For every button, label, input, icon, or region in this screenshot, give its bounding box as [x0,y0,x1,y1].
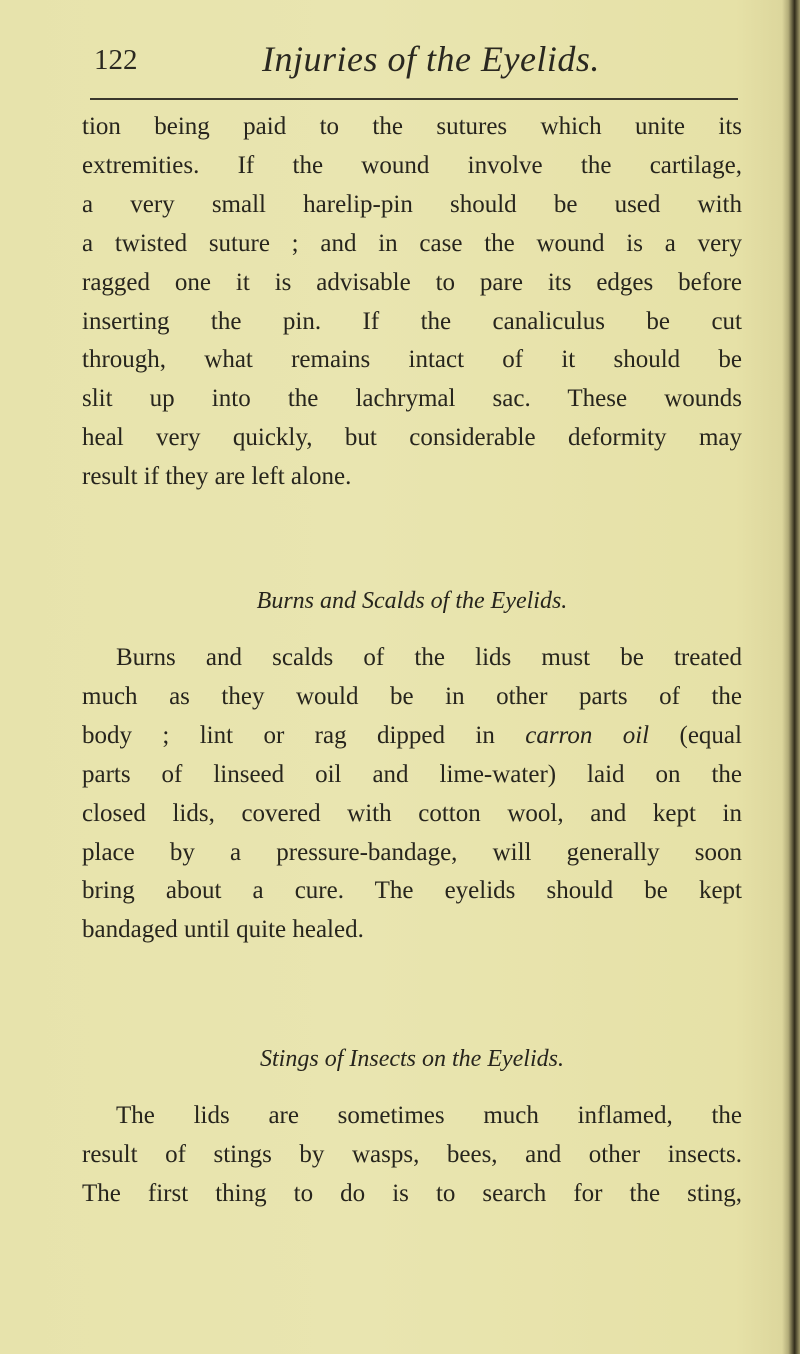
header-rule [90,98,738,100]
page-header [82,36,742,86]
text-line: a very small harelip-pin should be used with [82,190,742,218]
text-line-part: body ; lint or rag dipped in [82,721,526,749]
text-line: tion being paid to the sutures which unite its [82,113,742,140]
text-line: a twisted suture ; and in case the wound is a very [82,229,742,257]
text-line: result if they are left alone. [82,463,352,491]
text-line: ragged one it is advisable to pare its edges before [82,268,742,296]
text-line: slit up into the lachrymal sac. These wounds [82,385,742,413]
text-line: The first thing to do is to search for the sting, [82,1179,742,1207]
text-line: The lids are sometimes much inflamed, the [116,1102,742,1129]
paragraph-burns [82,639,742,950]
text-line: closed lids, covered with cotton wool, and kept in [82,799,742,827]
running-title: Injuries of the Eyelids. [262,39,600,79]
text-line: through, what remains intact of it should be [82,346,742,374]
text-line: extremities. If the wound involve the cartilage, [82,151,742,179]
text-line: much as they would be in other parts of the [82,682,742,710]
section-heading-stings: Stings of Insects on the Eyelids. [260,1046,564,1072]
text-line-part: (equal [649,721,742,749]
text-line: heal very quickly, but considerable deformity may [82,424,742,452]
section-heading-burns: Burns and Scalds of the Eyelids. [256,588,568,614]
italic-term: carron oil [525,721,650,749]
text-line: Burns and scalds of the lids must be treated [116,644,742,671]
text-line: result of stings by wasps, bees, and other insects. [82,1140,742,1168]
page-edge-shadow [782,0,800,1354]
page-number: 122 [94,44,138,76]
text-line: parts of linseed oil and lime-water) laid on the [82,760,742,788]
text-line: bandaged until quite healed. [82,916,364,944]
text-line: bring about a cure. The eyelids should be kept [82,877,742,905]
text-line [82,717,742,756]
text-line: inserting the pin. If the canaliculus be cut [82,307,742,335]
paragraph-stings [82,1097,742,1214]
paragraph-continued [82,108,742,497]
text-line: place by a pressure-bandage, will generally soon [82,838,742,866]
